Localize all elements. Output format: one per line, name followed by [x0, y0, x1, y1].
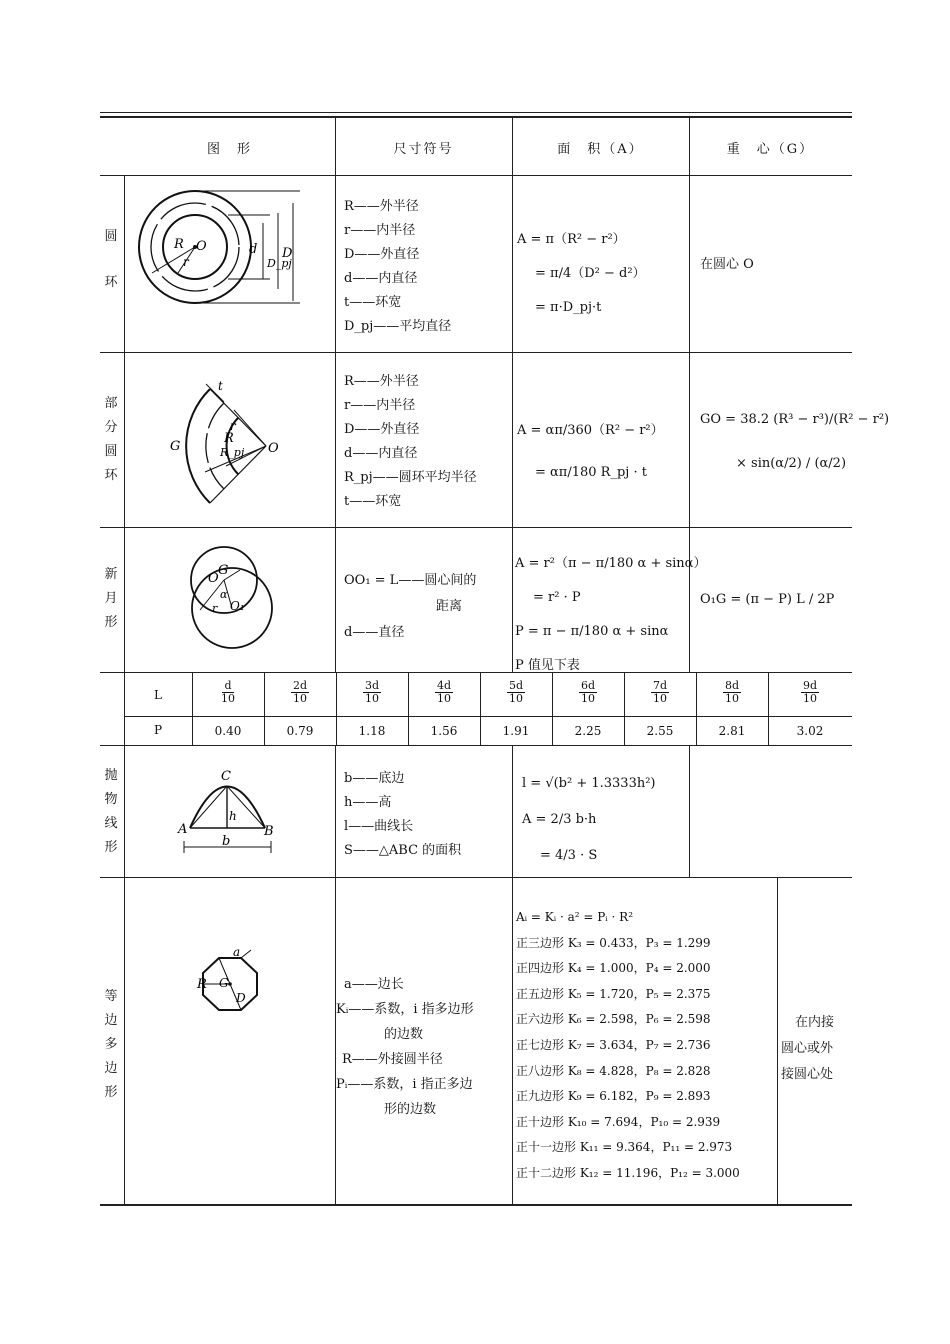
name-char: 形 — [104, 615, 118, 630]
row-rule-5 — [100, 877, 852, 878]
label-r: r — [230, 419, 236, 433]
formula-line: 正四边形 K₄ = 1.000，P₄ = 2.000 — [516, 961, 711, 976]
formula-line: GO = 38.2 (R³ − r³)/(R² − r²) — [700, 412, 890, 427]
polygon-figure — [185, 942, 275, 1032]
lp-L-cell — [408, 680, 480, 705]
label-b: b — [222, 834, 231, 849]
annulus-area — [517, 223, 646, 325]
formula-line: 正七边形 K₇ = 3.634，P₇ = 2.736 — [516, 1037, 711, 1052]
col-rule-c3 — [777, 877, 778, 1204]
name-char: 圆 — [104, 229, 118, 244]
name-char: 抛 — [104, 768, 118, 783]
formula-line: A = r²（π − π/180 α + sinα） — [515, 556, 707, 571]
name-char: 多 — [104, 1037, 118, 1052]
lp-L-den: 10 — [292, 692, 307, 705]
label-h: h — [229, 809, 237, 823]
lp-L-den: 10 — [364, 692, 379, 705]
symbol-line: D——外直径 — [344, 422, 420, 437]
lp-L-num: 9d — [802, 679, 818, 692]
lp-L-cell — [264, 680, 336, 705]
formula-line: Aᵢ = Kᵢ · a² = Pᵢ · R² — [516, 910, 634, 924]
name-char: 形 — [104, 840, 118, 855]
crescent-symbols — [344, 568, 476, 646]
row-rule-1 — [100, 352, 852, 353]
formula-line: A = π（R² − r²） — [517, 232, 626, 247]
col-rule-b2 — [512, 745, 513, 1204]
label-D: D — [236, 991, 246, 1005]
lp-L-cell — [480, 680, 552, 705]
name-char: 边 — [104, 1013, 118, 1028]
name-char: 新 — [104, 567, 118, 582]
name-char: 月 — [104, 591, 118, 606]
annulus-centroid: 在圆心 O — [700, 257, 754, 272]
symbol-line: S——△ABC 的面积 — [344, 843, 462, 858]
polygon-centroid — [781, 1010, 834, 1088]
row-rule-3 — [100, 672, 852, 673]
formula-line: 正十边形 K₁₀ = 7.694，P₁₀ = 2.939 — [516, 1114, 721, 1129]
lp-L-num: 7d — [652, 679, 668, 692]
table-bottom-rule — [100, 1204, 852, 1206]
row-name-polygon — [101, 985, 121, 1105]
name-char: 分 — [104, 420, 118, 435]
header-centroid: 重 心（G） — [726, 142, 815, 157]
col-rule-a1 — [335, 116, 336, 672]
label-Dpj: D_pj — [267, 257, 292, 270]
lp-L-cell — [552, 680, 624, 705]
symbol-line: d——内直径 — [344, 446, 418, 461]
label-r: r — [212, 602, 218, 615]
formula-line: 正六边形 K₆ = 2.598，P₆ = 2.598 — [516, 1012, 711, 1027]
lp-P-value: 1.91 — [502, 724, 530, 738]
crescent-centroid: O₁G = (π − P) L / 2P — [700, 592, 835, 607]
formula-line: 正三边形 K₃ = 0.433，P₃ = 1.299 — [516, 935, 711, 950]
formula-line: A = απ/360（R² − r²） — [517, 423, 664, 438]
name-char: 圆 — [104, 444, 118, 459]
lp-P-value: 0.40 — [214, 724, 242, 738]
row-name-partial-annulus — [101, 392, 121, 488]
label-O: O — [208, 571, 219, 586]
lp-P-value: 3.02 — [796, 724, 824, 738]
partial-annulus-area — [517, 410, 664, 494]
formula-line: = π·D_pj·t — [535, 300, 602, 315]
row-name-parabola — [101, 764, 121, 860]
centroid-line: 圆心或外 — [781, 1041, 834, 1056]
lp-L-cell — [768, 680, 852, 705]
label-alpha: α — [220, 588, 228, 601]
label-B: B — [264, 824, 274, 839]
name-char: 环 — [104, 468, 118, 483]
symbol-line: R——外接圆半径 — [342, 1052, 443, 1067]
symbol-line: R——外半径 — [344, 374, 419, 389]
label-O: O — [196, 239, 207, 254]
symbol-line: 的边数 — [384, 1027, 424, 1042]
lp-L-cell — [624, 680, 696, 705]
polygon-symbols — [336, 972, 474, 1122]
formula-line: = π/4（D² − d²） — [535, 266, 646, 281]
partial-annulus-figure — [160, 368, 310, 518]
label-O: O — [268, 441, 279, 456]
formula-line: 正五边形 K₅ = 1.720，P₅ = 2.375 — [516, 986, 711, 1001]
lp-L-den: 10 — [221, 692, 235, 705]
lp-P-value: 2.55 — [646, 724, 674, 738]
annulus-figure — [130, 185, 330, 345]
centroid-line: 在内接 — [795, 1015, 835, 1030]
symbol-line: r——内半径 — [344, 223, 416, 238]
lp-L-num: 6d — [580, 679, 596, 692]
header-area: 面 积（A） — [557, 142, 644, 157]
annulus-symbols — [344, 195, 451, 339]
col-rule-c2 — [689, 745, 690, 877]
name-char: 等 — [104, 989, 118, 1004]
parabola-area — [522, 766, 656, 874]
lp-P-value: 1.56 — [430, 724, 458, 738]
symbol-line: Pᵢ——系数，i 指正多边 — [336, 1077, 473, 1092]
symbol-line: OO₁ = L——圆心间的 — [344, 573, 477, 588]
header-rule — [100, 175, 852, 176]
formula-line: 正八边形 K₈ = 4.828，P₈ = 2.828 — [516, 1063, 711, 1078]
table-top-rule — [100, 112, 852, 113]
label-R: R — [174, 237, 184, 252]
lp-L-num: d — [224, 679, 232, 692]
formula-line: A = 2/3 b·h — [522, 812, 597, 827]
symbol-line: b——底边 — [344, 771, 405, 786]
name-char: 边 — [104, 1061, 118, 1076]
parabola-symbols — [344, 767, 461, 863]
partial-annulus-centroid — [700, 398, 889, 486]
lp-P-value: 0.79 — [286, 724, 314, 738]
lp-L-cell — [336, 680, 408, 705]
symbol-line: h——高 — [344, 795, 392, 810]
symbol-line: D_pj——平均直径 — [344, 319, 452, 334]
polygon-area — [516, 905, 740, 1187]
lp-P-value: 2.81 — [718, 724, 746, 738]
formula-line: = r² · P — [533, 590, 581, 605]
label-t: t — [218, 379, 223, 393]
label-r: r — [183, 255, 189, 269]
symbol-line: t——环宽 — [344, 295, 402, 310]
symbol-line: d——直径 — [344, 625, 405, 640]
row-rule-2 — [100, 527, 852, 528]
lp-L-num: 4d — [436, 679, 452, 692]
name-char: 形 — [104, 1085, 118, 1100]
crescent-figure — [180, 540, 280, 655]
symbol-line: r——内半径 — [344, 398, 416, 413]
symbol-line: t——环宽 — [344, 494, 402, 509]
formula-line: 正十一边形 K₁₁ = 9.364，P₁₁ = 2.973 — [516, 1140, 733, 1155]
lp-label-P: P — [153, 723, 163, 737]
formula-line: 正十二边形 K₁₂ = 11.196，P₁₂ = 3.000 — [516, 1165, 740, 1180]
label-d: d — [249, 242, 258, 257]
lp-L-num: 3d — [364, 679, 380, 692]
lp-L-cell — [192, 680, 264, 705]
col-rule-b1 — [512, 116, 513, 672]
lp-L-den: 10 — [436, 692, 451, 705]
label-G: G — [219, 976, 229, 990]
lp-L-num: 5d — [508, 679, 524, 692]
lp-L-num: 8d — [724, 679, 740, 692]
label-O1: O₁ — [230, 599, 245, 613]
lp-L-num: 2d — [292, 679, 308, 692]
formula-line: P 值见下表 — [515, 658, 580, 673]
label-A: A — [178, 822, 188, 837]
label-a: a — [233, 945, 241, 959]
symbol-line: D——外直径 — [344, 247, 420, 262]
symbol-line: 距离 — [436, 599, 463, 614]
symbol-line: Kᵢ——系数，i 指多边形 — [336, 1002, 474, 1017]
table-top-rule-2 — [100, 116, 852, 118]
name-char: 线 — [104, 816, 118, 831]
lp-L-den: 10 — [652, 692, 667, 705]
lp-L-den: 10 — [802, 692, 817, 705]
symbol-line: d——内直径 — [344, 271, 418, 286]
lp-mid-rule — [124, 716, 852, 717]
label-G: G — [170, 439, 181, 454]
lp-L-den: 10 — [580, 692, 595, 705]
parabola-figure — [170, 765, 290, 865]
row-name-crescent — [101, 563, 121, 635]
label-Rpj: R_pj — [220, 446, 245, 459]
header-figure: 图 形 — [206, 142, 252, 157]
formula-line: = απ/180 R_pj · t — [535, 465, 647, 480]
header-symbols: 尺寸符号 — [393, 142, 454, 157]
lp-L-cell — [696, 680, 768, 705]
symbol-line: R——外半径 — [344, 199, 419, 214]
row-rule-4 — [100, 745, 852, 746]
label-R: R — [197, 977, 207, 992]
symbol-line: 形的边数 — [384, 1102, 437, 1117]
lp-label-L: L — [154, 688, 162, 702]
lp-L-den: 10 — [724, 692, 739, 705]
formula-line: × sin(α/2) / (α/2) — [736, 456, 847, 471]
name-char: 环 — [104, 275, 118, 290]
lp-P-value: 2.25 — [574, 724, 602, 738]
label-C: C — [221, 769, 231, 784]
lp-L-den: 10 — [508, 692, 523, 705]
partial-annulus-symbols — [344, 370, 477, 514]
crescent-area — [515, 547, 706, 683]
name-char: 物 — [104, 792, 118, 807]
label-D: D — [282, 246, 293, 261]
symbol-line: a——边长 — [344, 977, 404, 992]
centroid-line: 接圆心处 — [781, 1067, 834, 1082]
lp-P-value: 1.18 — [358, 724, 386, 738]
formula-line: = 4/3 · S — [540, 848, 598, 863]
formula-line: 正九边形 K₉ = 6.182，P₉ = 2.893 — [516, 1089, 711, 1104]
row-name-annulus — [101, 225, 121, 295]
symbol-line: R_pj——圆环平均半径 — [344, 470, 477, 485]
formula-line: l = √(b² + 1.3333h²) — [522, 776, 656, 791]
label-G: G — [218, 563, 229, 578]
name-char: 部 — [104, 396, 118, 411]
label-R: R — [224, 431, 234, 446]
formula-line: P = π − π/180 α + sinα — [515, 624, 669, 639]
symbol-line: l——曲线长 — [344, 819, 414, 834]
